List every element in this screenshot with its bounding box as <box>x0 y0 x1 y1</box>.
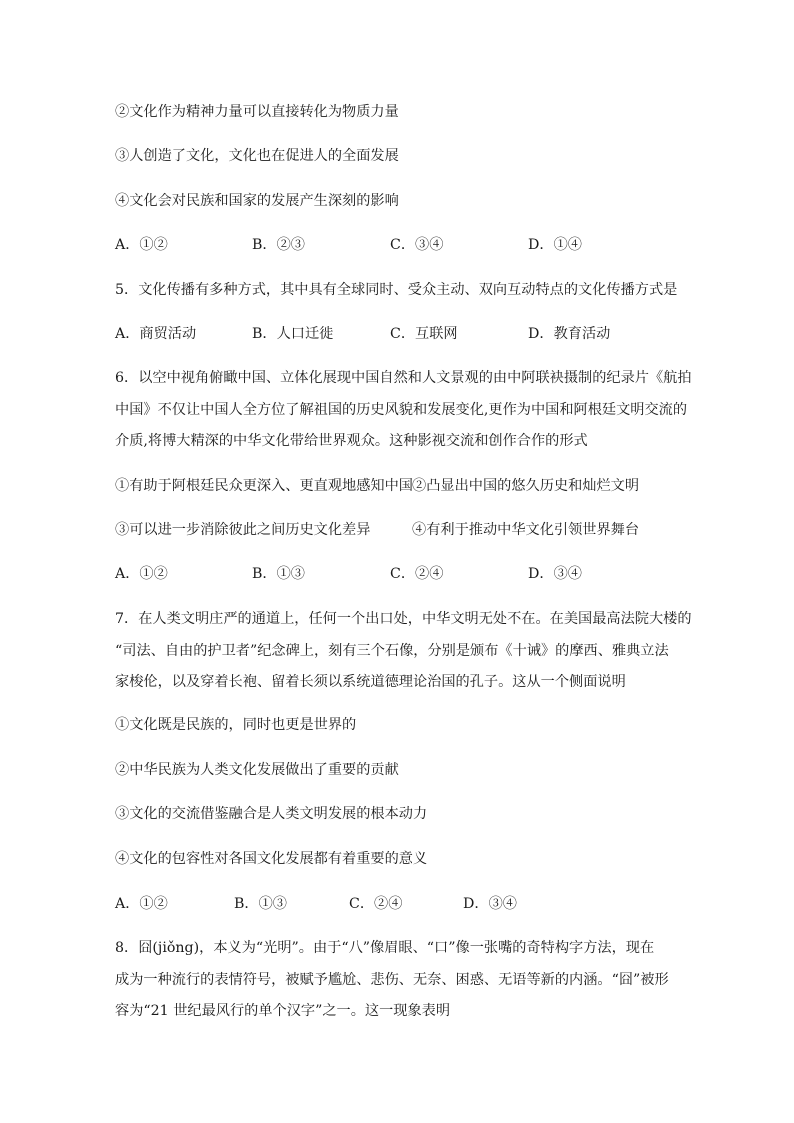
q8-stem-line-2: 成为一种流行的表情符号，被赋予尴尬、悲伤、无奈、困惑、无语等新的内涵。“囧”被形 <box>115 972 669 988</box>
q8-stem-line-3: 容为“21 世纪最风行的单个汉字”之一。这一现象表明 <box>115 1003 451 1019</box>
q7-option-b: B．①③ <box>234 896 287 912</box>
prev-statement-3: ③人创造了文化，文化也在促进人的全面发展 <box>115 148 399 164</box>
q7-stem-line-3: 家梭伦，以及穿着长袍、留着长须以系统道德理论治国的孔子。这从一个侧面说明 <box>115 674 626 690</box>
q7-stem-line-1: 7．在人类文明庄严的通道上，任何一个出口处，中华文明无处不在。在美国最高法院大楼的 <box>115 611 692 627</box>
q6-statement-2: ②凸显出中国的悠久历史和灿烂文明 <box>412 478 640 494</box>
q5-option-a: A．商贸活动 <box>115 326 197 342</box>
q7-statement-1: ①文化既是民族的，同时也更是世界的 <box>115 717 357 733</box>
prev-option-c: C．③④ <box>390 237 444 253</box>
q7-statement-2: ②中华民族为人类文化发展做出了重要的贡献 <box>115 762 399 778</box>
q6-option-b: B．①③ <box>252 566 305 582</box>
prev-option-b: B．②③ <box>252 237 305 253</box>
prev-statement-2: ②文化作为精神力量可以直接转化为物质力量 <box>115 104 399 120</box>
q6-statement-4: ④有利于推动中华文化引领世界舞台 <box>412 522 640 538</box>
q6-option-a: A．①② <box>115 566 168 582</box>
q6-statement-1: ①有助于阿根廷民众更深入、更直观地感知中国 <box>115 478 413 494</box>
prev-statement-4: ④文化会对民族和国家的发展产生深刻的影响 <box>115 193 399 209</box>
q6-stem-line-2: 中国》不仅让中国人全方位了解祖国的历史风貌和发展变化,更作为中国和阿根廷文明交流的 <box>115 402 688 418</box>
q7-statement-3: ③文化的交流借鉴融合是人类文明发展的根本动力 <box>115 806 428 822</box>
q7-option-c: C．②④ <box>349 896 403 912</box>
q5-option-d: D．教育活动 <box>528 326 611 342</box>
prev-option-a: A．①② <box>115 237 168 253</box>
q7-stem-line-2: “司法、自由的护卫者”纪念碑上，刻有三个石像，分别是颁布《十诫》的摩西、雅典立法 <box>115 643 669 659</box>
q7-option-a: A．①② <box>115 896 168 912</box>
q6-stem-line-3: 介质,将博大精深的中华文化带给世界观众。这种影视交流和创作合作的形式 <box>115 433 588 449</box>
q6-option-c: C．②④ <box>390 566 444 582</box>
q6-stem-line-1: 6．以空中视角俯瞰中国、立体化展现中国自然和人文景观的由中阿联袂摄制的纪录片《航拍 <box>115 370 692 386</box>
q7-statement-4: ④文化的包容性对各国文化发展都有着重要的意义 <box>115 851 428 867</box>
q5-stem: 5．文化传播有多种方式，其中具有全球同时、受众主动、双向互动特点的文化传播方式是 <box>115 282 678 298</box>
q8-stem-line-1: 8．囧(jiǒng)，本义为“光明”。由于“八”像眉眼、“口”像一张嘴的奇特构字方法，现在 <box>115 940 655 956</box>
q6-option-d: D．③④ <box>528 566 582 582</box>
q5-option-b: B．人口迁徙 <box>252 326 334 342</box>
q6-statement-3: ③可以进一步消除彼此之间历史文化差异 <box>115 522 371 538</box>
q7-option-d: D．③④ <box>463 896 517 912</box>
prev-option-d: D．①④ <box>528 237 582 253</box>
q5-option-c: C．互联网 <box>390 326 458 342</box>
